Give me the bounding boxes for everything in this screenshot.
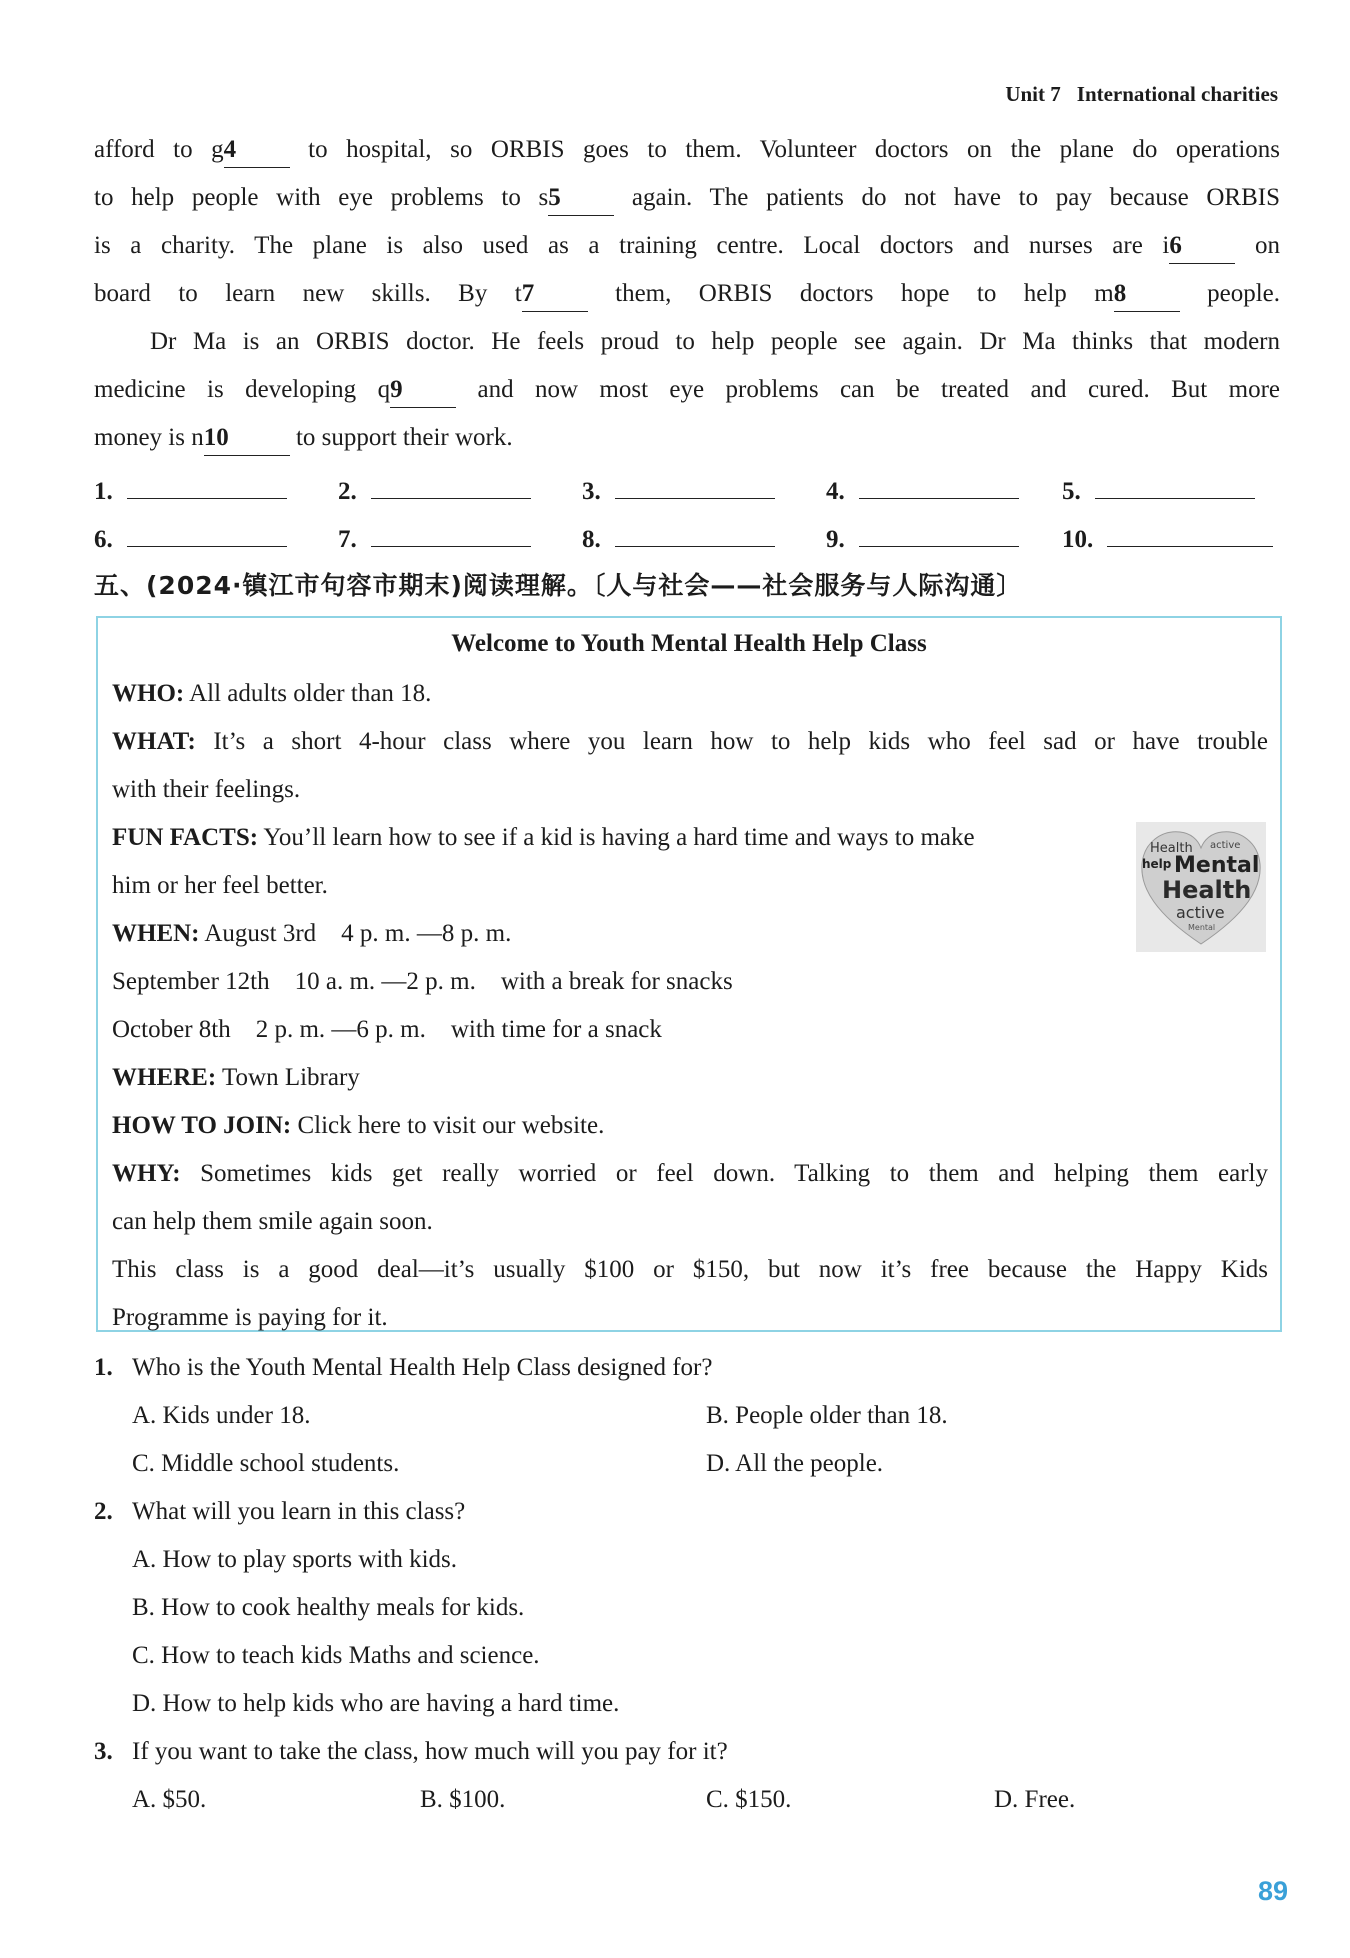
what-line: WHAT: It’s a short 4-hour class where you learn how to help kids who feel sad or have trouble <box>112 728 1268 755</box>
when-line: September 12th 10 a. m. —2 p. m. with a break for snacks <box>112 968 733 995</box>
question-3-options-row <box>94 1776 1284 1824</box>
answer-line-9[interactable] <box>859 518 1019 547</box>
answer-line-8[interactable] <box>615 518 775 547</box>
answer-label: 7. <box>338 526 357 553</box>
why-line: can help them smile again soon. <box>112 1208 433 1235</box>
blank-4: 4 <box>224 135 290 168</box>
answer-label: 2. <box>338 478 357 505</box>
answer-label: 10. <box>1062 526 1094 553</box>
notice-body <box>112 670 1268 1342</box>
passage-line: money is n10 to support their work. <box>94 414 1280 462</box>
option-1c[interactable]: C. Middle school students. <box>132 1450 400 1477</box>
word-cloud-text: active <box>1176 903 1225 922</box>
blank-8: 8 <box>1114 279 1180 312</box>
option-2b[interactable]: B. How to cook healthy meals for kids. <box>132 1594 525 1621</box>
question-3: 3. If you want to take the class, how much will you pay for it? <box>94 1738 728 1765</box>
question-2: 2. What will you learn in this class? <box>94 1498 466 1525</box>
blank-6: 6 <box>1169 231 1235 264</box>
answer-line-3[interactable] <box>615 470 775 499</box>
answer-label: 9. <box>826 526 845 553</box>
question-2-option-row <box>94 1536 1284 1584</box>
cloze-passage <box>94 126 1280 462</box>
word-cloud-text: help <box>1142 857 1172 871</box>
passage-line: is a charity. The plane is also used as a training centre. Local doctors and nurses are i6 on <box>94 222 1280 270</box>
word-cloud-text: Mental <box>1174 853 1260 878</box>
answer-line-1[interactable] <box>127 470 287 499</box>
passage-line: board to learn new skills. By t7 them, ORBIS doctors hope to help m8 people. <box>94 270 1280 318</box>
option-3d[interactable]: D. Free. <box>994 1786 1076 1813</box>
word-cloud-text: Health <box>1150 841 1193 856</box>
option-1b[interactable]: B. People older than 18. <box>706 1402 948 1429</box>
answer-line-5[interactable] <box>1095 470 1255 499</box>
option-3b[interactable]: B. $100. <box>420 1786 506 1813</box>
notice-title: Welcome to Youth Mental Health Help Class <box>451 630 927 657</box>
why-line: WHY: Sometimes kids get really worried or feel down. Talking to them and helping them early <box>112 1160 1268 1187</box>
answer-label: 1. <box>94 478 113 505</box>
what-line: with their feelings. <box>112 776 301 803</box>
answer-blanks <box>94 470 1286 566</box>
question-2-option-row <box>94 1680 1284 1728</box>
option-3c[interactable]: C. $150. <box>706 1786 792 1813</box>
option-1a[interactable]: A. Kids under 18. <box>132 1402 311 1429</box>
answer-label: 5. <box>1062 478 1081 505</box>
answer-line-4[interactable] <box>859 470 1019 499</box>
passage-line: medicine is developing q9 and now most eye problems can be treated and cured. But more <box>94 366 1280 414</box>
passage-line: to help people with eye problems to s5 again. The patients do not have to pay because ORBIS <box>94 174 1280 222</box>
passage-line: afford to g4 to hospital, so ORBIS goes to them. Volunteer doctors on the plane do operations <box>94 126 1280 174</box>
section-title: 五、(2024·镇江市句容市期末)阅读理解。〔人与社会——社会服务与人际沟通〕 <box>94 571 1023 600</box>
answer-label: 8. <box>582 526 601 553</box>
deal-line: This class is a good deal—it’s usually $100 or $150, but now it’s free because the Happy Kids <box>112 1256 1268 1283</box>
answer-label: 6. <box>94 526 113 553</box>
mental-health-word-cloud-image <box>1136 822 1266 952</box>
blank-7: 7 <box>522 279 588 312</box>
fun-facts-line: FUN FACTS: You’ll learn how to see if a kid is having a hard time and ways to make <box>112 824 975 851</box>
option-1d[interactable]: D. All the people. <box>706 1450 884 1477</box>
deal-line: Programme is paying for it. <box>112 1304 388 1331</box>
question-1: 1. Who is the Youth Mental Health Help Class designed for? <box>94 1354 713 1381</box>
answer-line-10[interactable] <box>1107 518 1273 547</box>
question-2-option-row <box>94 1584 1284 1632</box>
option-2d[interactable]: D. How to help kids who are having a hard time. <box>132 1690 620 1717</box>
answer-line-7[interactable] <box>371 518 531 547</box>
answer-line-2[interactable] <box>371 470 531 499</box>
option-3a[interactable]: A. $50. <box>132 1786 207 1813</box>
option-2a[interactable]: A. How to play sports with kids. <box>132 1546 457 1573</box>
question-1-options-row <box>94 1440 1284 1488</box>
who-line: WHO: All adults older than 18. <box>112 680 432 707</box>
question-2-option-row <box>94 1632 1284 1680</box>
when-line: October 8th 2 p. m. —6 p. m. with time for a snack <box>112 1016 662 1043</box>
unit-label: Unit 7 <box>1005 82 1061 106</box>
word-cloud-text: Mental <box>1188 923 1216 932</box>
notice-box <box>96 616 1282 1332</box>
blank-9: 9 <box>390 375 456 408</box>
option-2c[interactable]: C. How to teach kids Maths and science. <box>132 1642 540 1669</box>
answer-label: 3. <box>582 478 601 505</box>
question-1-options-row <box>94 1392 1284 1440</box>
blank-5: 5 <box>548 183 614 216</box>
question-list <box>94 1344 1284 1824</box>
where-line: WHERE: Town Library <box>112 1064 360 1091</box>
how-to-join-line: HOW TO JOIN: Click here to visit our website. <box>112 1112 605 1139</box>
page-number: 89 <box>1257 1876 1288 1906</box>
answer-line-6[interactable] <box>127 518 287 547</box>
blank-10: 10 <box>204 423 290 456</box>
passage-line: Dr Ma is an ORBIS doctor. He feels proud to help people see again. Dr Ma thinks that modern <box>150 328 1280 355</box>
running-header <box>1005 82 1278 107</box>
unit-title: International charities <box>1076 82 1278 106</box>
word-cloud-text: active <box>1210 840 1241 851</box>
fun-facts-line: him or her feel better. <box>112 872 328 899</box>
word-cloud-text: Health <box>1162 876 1252 904</box>
when-line: WHEN: August 3rd 4 p. m. —8 p. m. <box>112 920 512 947</box>
answer-label: 4. <box>826 478 845 505</box>
